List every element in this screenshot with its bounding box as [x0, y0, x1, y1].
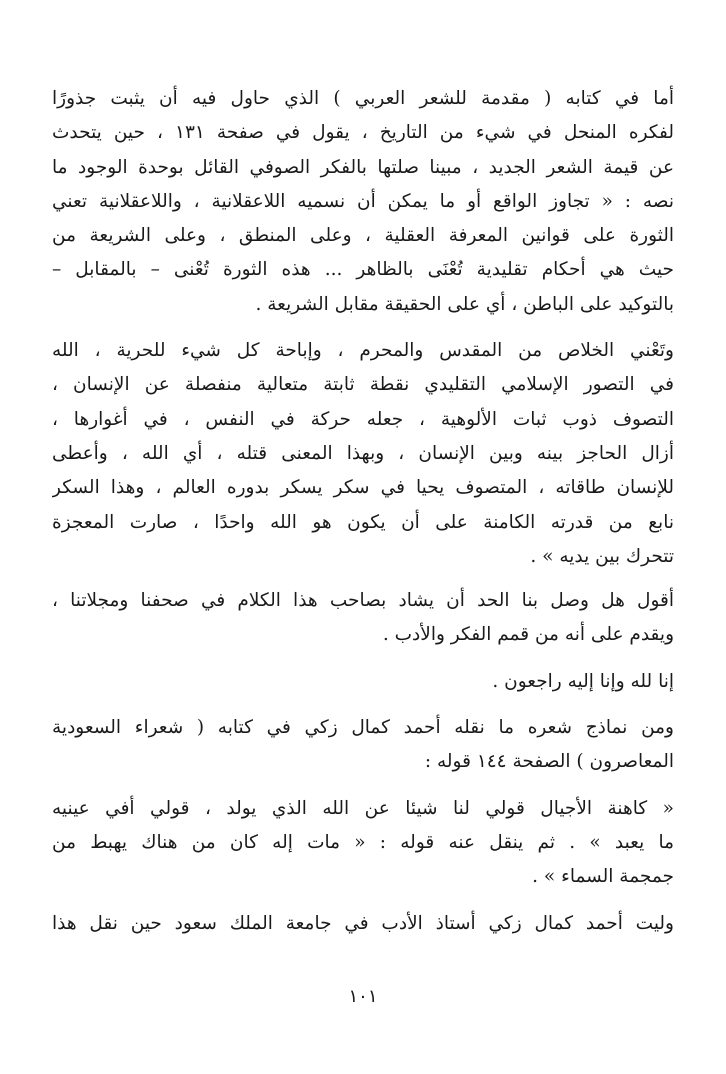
text-line: نابع من قدرته الكامنة على أن يكون هو الله واحدًا ، صارت المعجزة — [52, 511, 674, 533]
text-line: جمجمة السماء » . — [532, 866, 674, 888]
text-line: أقول هل وصل بنا الحد أن يشاد بصاحب هذا الكلام في صحفنا ومجلاتنا ، — [52, 590, 674, 612]
paragraph — [52, 334, 674, 574]
text-line: « كاهنة الأجيال قولي لنا شيئا عن الله الذي يولد ، قولي أفي عينيه — [52, 797, 674, 819]
paragraph — [52, 792, 674, 895]
text-line: وليت أحمد كمال زكي أستاذ الأدب في جامعة الملك سعود حين نقل هذا — [52, 912, 674, 934]
page-body — [52, 82, 674, 941]
text-line: إنا لله وإنا إليه راجعون . — [492, 670, 674, 692]
text-line: المعاصرون ) الصفحة ١٤٤ قوله : — [424, 751, 674, 773]
text-line: الثورة على قوانين المعرفة العقلية ، وعلى المنطق ، وعلى الشريعة من — [52, 225, 674, 247]
paragraph — [52, 584, 674, 653]
text-line: وتَعْني الخلاص من المقدس والمحرم ، وإباحة كل شيء للحرية ، الله — [52, 340, 674, 362]
text-line: أما في كتابه ( مقدمة للشعر العربي ) الذي حاول فيه أن يثبت جذورًا — [52, 88, 674, 109]
text-line: عن قيمة الشعر الجديد ، مبينا صلتها بالفكر الصوفي القائل بوحدة الوجود ما — [52, 156, 674, 178]
text-line: حيث هي أحكام تقليدية تُعْنَى بالظاهر ... هذه الثورة تُعْنى – بالمقابل – — [52, 259, 674, 281]
text-line: التصوف ذوب ثبات الألوهية ، جعله حركة في النفس ، في أغوارها ، — [52, 408, 674, 430]
text-line: ما يعبد » . ثم ينقل عنه قوله : « مات إله كان من هناك يهبط من — [52, 831, 674, 853]
text-line: نصه : « تجاوز الواقع أو ما يمكن أن نسميه اللاعقلانية ، واللاعقلانية تعني — [52, 190, 674, 212]
text-line: بالتوكيد على الباطن ، أي على الحقيقة مقابل الشريعة . — [255, 293, 674, 315]
text-line: أزال الحاجز بينه وبين الإنسان ، وبهذا المعنى قتله ، أي الله ، وأعطى — [52, 442, 674, 464]
text-line: للإنسان طاقاته ، المتصوف يحيا في سكر يسكر بدوره العالم ، وهذا السكر — [52, 477, 674, 499]
page-number: ١٠١ — [348, 986, 378, 1007]
paragraph — [52, 907, 674, 941]
text-line: في التصور الإسلامي التقليدي نقطة ثابتة متعالية منفصلة عن الإنسان ، — [52, 374, 674, 396]
paragraph — [52, 711, 674, 780]
text-line: لفكره المنحل في شيء من التاريخ ، يقول في صفحة ١٣١ ، حين يتحدث — [52, 122, 674, 144]
paragraph — [52, 82, 674, 322]
text-line: تتحرك بين يديه » . — [530, 545, 674, 567]
text-line: ويقدم على أنه من قمم الفكر والأدب . — [382, 624, 674, 646]
text-line: ومن نماذج شعره ما نقله أحمد كمال زكي في كتابه ( شعراء السعودية — [52, 717, 674, 739]
paragraph — [52, 665, 674, 699]
